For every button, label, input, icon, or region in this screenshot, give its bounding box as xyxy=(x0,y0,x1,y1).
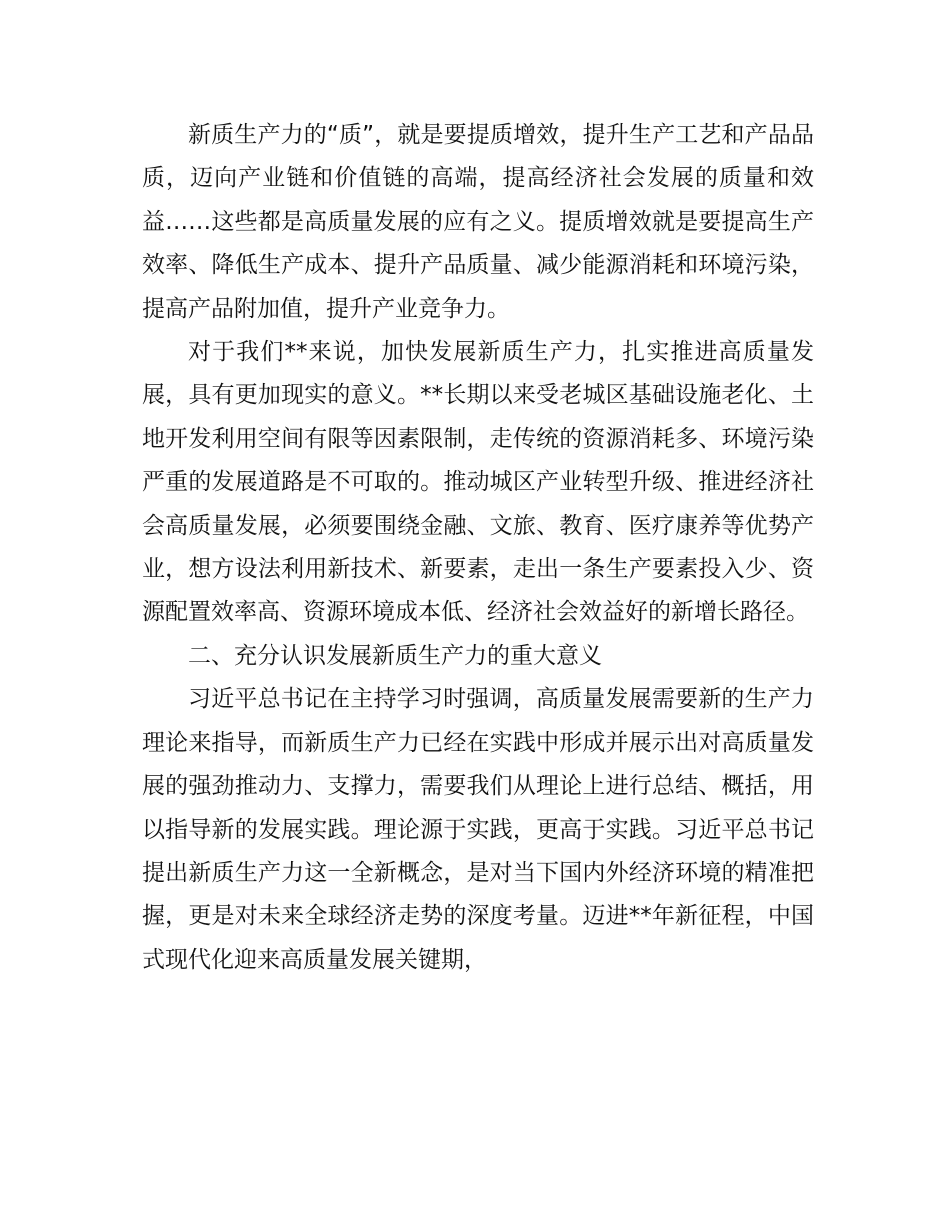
document-body xyxy=(142,114,814,982)
paragraph-quality-meaning: 新质生产力的“质”，就是要提质增效，提升生产工艺和产品品质，迈向产业链和价值链的高端，提高经济社会发展的质量和效益……这些都是高质量发展的应有之义。提质增效就是要提高生产效率、降低生产成本、提升产品质量、减少能源消耗和环境污染，提高产品附加值，提升产业竞争力。 xyxy=(142,122,814,322)
section-heading: 二、充分认识发展新质生产力的重大意义 xyxy=(188,642,602,669)
paragraph-xi-speech: 习近平总书记在主持学习时强调，高质量发展需要新的生产力理论来指导，而新质生产力已经在实践中形成并展示出对高质量发展的强劲推动力、支撑力，需要我们从理论上进行总结、概括，用以指导新的发展实践。理论源于实践，更高于实践。习近平总书记提出新质生产力这一全新概念，是对当下国内外经济环境的精准把握，更是对未来全球经济走势的深度考量。迈进**年新征程，中国式现代化迎来高质量发展关键期， xyxy=(142,686,814,973)
paragraph-local-significance: 对于我们**来说，加快发展新质生产力，扎实推进高质量发展，具有更加现实的意义。**长期以来受老城区基础设施老化、土地开发利用空间有限等因素限制，走传统的资源消耗多、环境污染严重的发展道路是不可取的。推动城区产业转型升级、推进经济社会高质量发展，必须要围绕金融、文旅、教育、医疗康养等优势产业，想方设法利用新技术、新要素，走出一条生产要素投入少、资源配置效率高、资源环境成本低、经济社会效益好的新增长路径。 xyxy=(142,339,814,626)
